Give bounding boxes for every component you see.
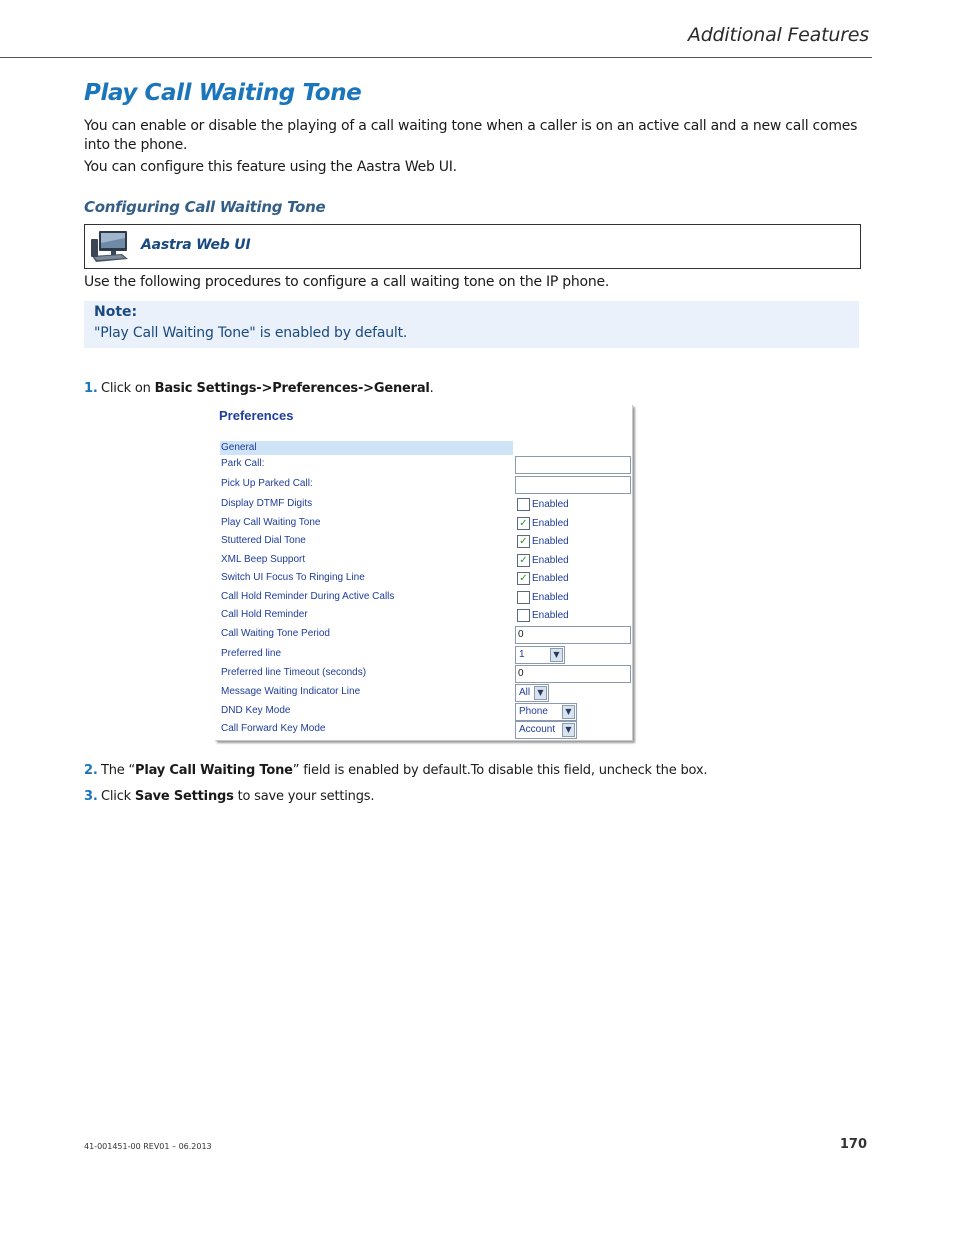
preference-row [221,570,631,588]
preference-row [221,533,631,551]
preference-label: Play Call Waiting Tone [221,517,321,528]
preference-label: Stuttered Dial Tone [221,535,306,546]
preference-label: Park Call: [221,458,265,469]
preference-label: Pick Up Parked Call: [221,478,313,489]
intro-paragraph: You can configure this feature using the Aastra Web UI. [84,159,457,175]
checkbox-checked[interactable]: ✓ [517,517,530,530]
preference-row [221,515,631,533]
checkbox-label: Enabled [532,610,569,621]
preference-select[interactable] [515,703,577,721]
step-text: Click [101,789,135,804]
step-number: 3. [84,789,98,804]
general-section-label: General [221,442,257,453]
select-value: All [519,687,531,698]
page-title: Play Call Waiting Tone [84,80,362,106]
step-item [84,381,434,396]
checkbox-label: Enabled [532,573,569,584]
preference-row [221,607,631,625]
preference-row [221,476,631,494]
sub-heading: Configuring Call Waiting Tone [84,198,326,216]
preference-text-input[interactable] [515,476,631,494]
preference-label: Preferred line Timeout (seconds) [221,667,367,678]
checkbox-label: Enabled [532,555,569,566]
preference-text-input[interactable]: 0 [515,665,631,683]
chevron-down-icon[interactable]: ▼ [534,686,547,700]
note-title: Note: [94,304,138,320]
checkbox-unchecked[interactable] [517,591,530,604]
preference-label: DND Key Mode [221,705,291,716]
webui-callout [84,224,861,269]
preference-label: Call Hold Reminder During Active Calls [221,591,395,602]
chevron-down-icon[interactable]: ▼ [550,648,563,662]
preference-row [221,626,631,644]
checkbox-label: Enabled [532,518,569,529]
preference-label: XML Beep Support [221,554,306,565]
checkbox-unchecked[interactable] [517,609,530,622]
step-item [84,789,374,804]
checkbox-label: Enabled [532,499,569,510]
preference-row [221,589,631,607]
step-text: ” field is enabled by default.To disable this field, uncheck the box. [292,763,708,778]
note-text: "Play Call Waiting Tone" is enabled by default. [94,325,408,341]
step-text: to save your settings. [233,789,375,804]
section-header: Additional Features [687,24,869,46]
intro-paragraph: You can enable or disable the playing of a call waiting tone when a caller is on an active call and a new call comes into the phone. [84,118,858,153]
footer-doc-id: 41-001451-00 REV01 – 06.2013 [84,1142,212,1151]
webui-label: Aastra Web UI [141,237,251,253]
preference-row [221,646,631,664]
preference-label: Call Forward Key Mode [221,723,326,734]
select-value: Phone [519,706,548,717]
chevron-down-icon[interactable]: ▼ [562,705,575,719]
general-section-bar [220,441,513,455]
preference-row [221,552,631,570]
preference-label: Call Waiting Tone Period [221,628,330,639]
checkbox-checked[interactable]: ✓ [517,535,530,548]
step-bold: Basic Settings->Preferences->General [154,381,430,396]
preference-label: Call Hold Reminder [221,609,308,620]
select-value: Account [519,724,556,735]
computer-icon [90,229,130,263]
preference-select[interactable] [515,721,577,739]
checkbox-unchecked[interactable] [517,498,530,511]
select-value: 1 [519,649,525,660]
preferences-title: Preferences [219,408,294,423]
checkbox-checked[interactable]: ✓ [517,572,530,585]
procedure-intro: Use the following procedures to configure a call waiting tone on the IP phone. [84,274,610,290]
preference-select[interactable] [515,646,565,664]
preference-row [221,703,631,721]
step-bold: Play Call Waiting Tone [135,763,293,778]
step-text: . [429,381,434,396]
step-text: Click on [101,381,155,396]
chevron-down-icon[interactable]: ▼ [562,723,575,737]
preference-text-input[interactable] [515,456,631,474]
preference-row [221,496,631,514]
checkbox-label: Enabled [532,536,569,547]
step-bold: Save Settings [134,789,234,804]
preference-label: Message Waiting Indicator Line [221,686,361,697]
preference-label: Preferred line [221,648,282,659]
page-number: 170 [839,1137,867,1152]
note-box [84,301,859,348]
preference-select[interactable] [515,684,549,702]
preference-row [221,665,631,683]
checkbox-label: Enabled [532,592,569,603]
checkbox-checked[interactable]: ✓ [517,554,530,567]
preferences-screenshot [215,405,633,741]
preference-text-input[interactable]: 0 [515,626,631,644]
step-number: 1. [84,381,98,396]
step-item [84,763,707,778]
step-number: 2. [84,763,98,778]
step-text: The “ [101,763,136,778]
header-rule [0,57,872,58]
preference-label: Switch UI Focus To Ringing Line [221,572,365,583]
preference-row [221,456,631,474]
preference-row [221,684,631,702]
preference-label: Display DTMF Digits [221,498,313,509]
preference-row [221,721,631,739]
